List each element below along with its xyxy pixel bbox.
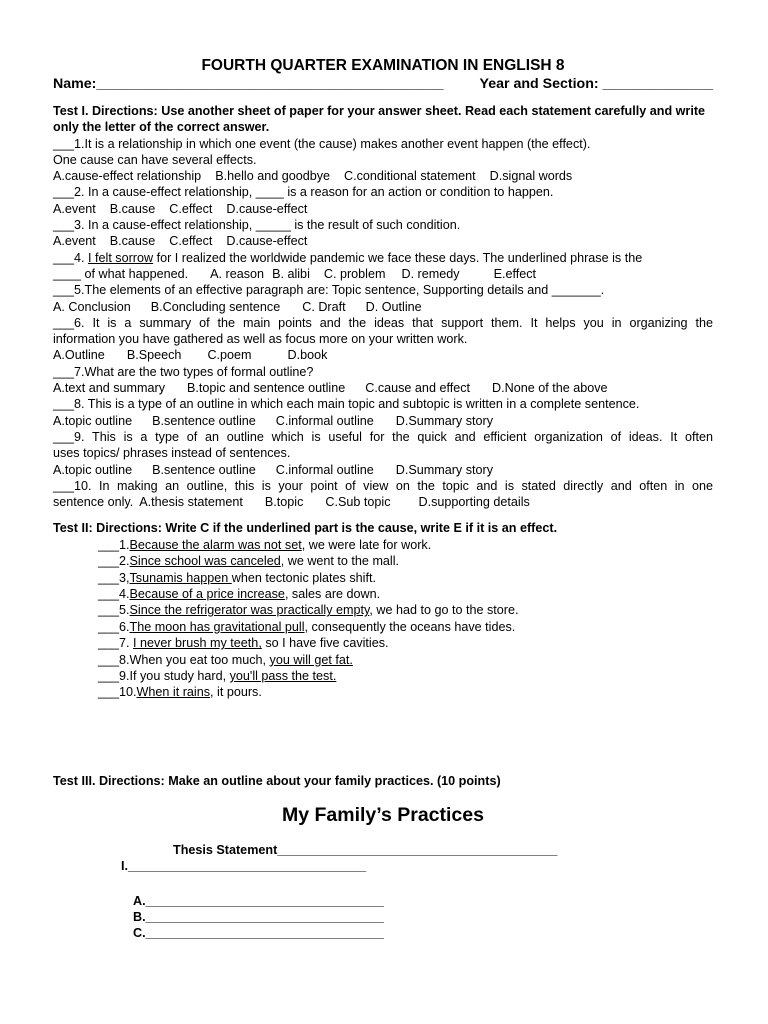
q3-text: ___3. In a cause-effect relationship, _____ is the result of such condition.	[53, 218, 461, 233]
test2-item-6	[98, 619, 713, 635]
q10-option-a: A.thesis statement	[139, 495, 243, 510]
underlined-part: Tsunamis happen	[129, 570, 232, 585]
q5-option-b: B.Concluding sentence	[150, 299, 281, 314]
test2-directions: Test II: Directions: Write C if the underlined part is the cause, write E if it is an effect.	[53, 521, 558, 536]
q1-text: ___1.It is a relationship in which one event (the cause) makes another event happen (the effect).	[53, 136, 591, 151]
underlined-part: I never brush my teeth,	[133, 636, 262, 651]
q9-option-c: C.informal outline	[275, 462, 374, 477]
test2-item-2	[98, 553, 713, 569]
outline-roman-i-line: I.__________________________________	[121, 859, 367, 874]
item-suffix: , it pours.	[210, 685, 262, 700]
item-suffix: when tectonic plates shift.	[231, 570, 376, 585]
q10-option-d: D.supporting details	[418, 495, 530, 510]
q5-options	[53, 299, 713, 315]
outline-letter-c-line: C.__________________________________	[133, 926, 384, 941]
item-prefix: ___1.	[98, 537, 130, 552]
q1-options	[53, 168, 713, 184]
q4-underlined-phrase: I felt sorrow	[88, 250, 154, 265]
q5-option-a: A. Conclusion	[53, 299, 131, 314]
item-prefix: ___4.	[98, 586, 130, 601]
q4-option-a: A. reason	[210, 266, 265, 281]
item-suffix: , sales are down.	[284, 586, 381, 601]
q6-option-a: A.Outline	[53, 348, 105, 363]
q3-option-c: C.effect	[169, 234, 213, 249]
item-prefix: ___10.	[98, 685, 137, 700]
q1-option-d: D.signal words	[489, 169, 573, 184]
q6-options	[53, 347, 713, 363]
test2-item-4	[98, 586, 713, 602]
outline-letters	[53, 893, 713, 942]
underlined-part: When it rains	[136, 685, 211, 700]
underlined-part: The moon has gravitational pull,	[129, 619, 309, 634]
q6-option-c: C.poem	[207, 348, 252, 363]
item-prefix: ___6.	[98, 619, 130, 634]
q10-text: ___10. In making an outline, this is your point of view on the topic and is stated directly and often in one	[53, 478, 713, 493]
q2-option-c: C.effect	[169, 201, 213, 216]
q4-number: ___4.	[53, 250, 89, 265]
test2-item-8	[98, 652, 713, 668]
q4-options	[53, 266, 713, 282]
underlined-part: Because of a price increase	[129, 586, 285, 601]
test2-item-9	[98, 668, 713, 684]
q6-text: ___6. It is a summary of the main points and the ideas that support them. It helps you in organizing the	[53, 315, 713, 330]
item-suffix: , we had to go to the store.	[369, 603, 519, 618]
item-suffix: , we were late for work.	[301, 537, 432, 552]
q1-text-cont: One cause can have several effects.	[53, 152, 257, 167]
q4-text-rest: for I realized the worldwide pandemic we face these days. The underlined phrase is the	[153, 250, 643, 265]
q9-option-b: B.sentence outline	[152, 462, 256, 477]
q1-option-a: A.cause-effect relationship	[53, 169, 202, 184]
item-prefix: ___7.	[98, 636, 134, 651]
q4-text	[53, 250, 713, 266]
q2-option-b: B.cause	[109, 201, 156, 216]
q3-options	[53, 233, 713, 249]
q2-text: ___2. In a cause-effect relationship, ____ is a reason for an action or condition to happen.	[53, 185, 554, 200]
item-suffix: so I have five cavities.	[261, 636, 389, 651]
q6-option-b: B.Speech	[126, 348, 182, 363]
year-section-field-label: Year and Section: ______________	[479, 76, 713, 92]
q9-text-cont: uses topics/ phrases instead of sentences.	[53, 446, 291, 461]
q3-option-b: B.cause	[109, 234, 156, 249]
item-prefix: ___2.	[98, 554, 130, 569]
outline-heading: My Family’s Practices	[282, 804, 484, 827]
test2-item-5	[98, 602, 713, 618]
q8-option-c: C.informal outline	[275, 413, 374, 428]
q6-option-d: D.book	[287, 348, 328, 363]
q9-option-d: D.Summary story	[395, 462, 494, 477]
test2-item-3	[98, 570, 713, 586]
test2-items	[53, 537, 713, 701]
item-suffix: consequently the oceans have tides.	[308, 619, 516, 634]
item-prefix: ___3,	[98, 570, 130, 585]
test2-item-10	[98, 684, 713, 700]
q8-option-a: A.topic outline	[53, 413, 133, 428]
q2-option-a: A.event	[53, 201, 96, 216]
q9-text: ___9. This is a type of an outline which is useful for the quick and efficient organization of ideas. It often	[53, 429, 713, 444]
q10-option-b: B.topic	[264, 495, 304, 510]
q5-option-d: D. Outline	[365, 299, 422, 314]
q7-options	[53, 380, 713, 396]
q10-options	[53, 494, 713, 510]
outline-letter-a-line: A.__________________________________	[133, 893, 384, 908]
q4-text-cont: ____ of what happened.	[53, 266, 189, 281]
q10-option-c: C.Sub topic	[325, 495, 391, 510]
q6-text-cont: information you have gathered as well as focus more on your written work.	[53, 332, 468, 347]
q8-option-d: D.Summary story	[395, 413, 494, 428]
name-line	[53, 75, 713, 93]
q7-option-c: C.cause and effect	[365, 381, 471, 396]
q1-option-b: B.hello and goodbye	[215, 169, 331, 184]
q2-option-d: D.cause-effect	[226, 201, 308, 216]
test2-item-7	[98, 635, 713, 651]
item-prefix: ___5.	[98, 603, 130, 618]
test3-directions: Test III. Directions: Make an outline about your family practices. (10 points)	[53, 773, 501, 788]
q3-option-d: D.cause-effect	[226, 234, 308, 249]
q10-text-cont: sentence only.	[53, 495, 134, 510]
name-field-label: Name:____________________________________________	[53, 76, 444, 92]
q3-option-a: A.event	[53, 234, 96, 249]
underlined-part: Since school was canceled	[129, 554, 281, 569]
thesis-statement-line: Thesis Statement________________________________________	[173, 843, 558, 858]
item-prefix: ___9.If you study hard,	[98, 668, 230, 683]
exam-page	[53, 56, 713, 942]
q7-option-a: A.text and summary	[53, 381, 165, 396]
exam-title: FOURTH QUARTER EXAMINATION IN ENGLISH 8	[201, 57, 565, 74]
q4-option-b: B. alibi	[272, 266, 310, 281]
q8-option-b: B.sentence outline	[152, 413, 256, 428]
item-prefix: ___8.When you eat too much,	[98, 652, 270, 667]
q5-option-c: C. Draft	[302, 299, 346, 314]
q5-text: ___5.The elements of an effective paragraph are: Topic sentence, Supporting details and _______.	[53, 283, 605, 298]
underlined-part: Because the alarm was not set	[129, 537, 302, 552]
q4-option-e: E.effect	[493, 266, 537, 281]
outline-letter-b-line: B.__________________________________	[133, 909, 384, 924]
q9-option-a: A.topic outline	[53, 462, 133, 477]
underlined-part: Since the refrigerator was practically empty	[129, 603, 370, 618]
test2-item-1	[98, 537, 713, 553]
q2-options	[53, 201, 713, 217]
q4-option-d: D. remedy	[401, 266, 460, 281]
underlined-part: you will get fat.	[269, 652, 353, 667]
q9-options	[53, 462, 713, 478]
q7-option-b: B.topic and sentence outline	[187, 381, 346, 396]
underlined-part: you'll pass the test.	[229, 668, 337, 683]
q7-option-d: D.None of the above	[492, 381, 608, 396]
q8-options	[53, 413, 713, 429]
q1-option-c: C.conditional statement	[344, 169, 476, 184]
q8-text: ___8. This is a type of an outline in which each main topic and subtopic is written in a complete sentence.	[53, 397, 640, 412]
q7-text: ___7.What are the two types of formal outline?	[53, 364, 314, 379]
q4-option-c: C. problem	[323, 266, 386, 281]
item-suffix: , we went to the mall.	[280, 554, 400, 569]
test1-directions: Test I. Directions: Use another sheet of paper for your answer sheet. Read each statement carefully and write only the letter of the correct answer.	[53, 104, 706, 135]
